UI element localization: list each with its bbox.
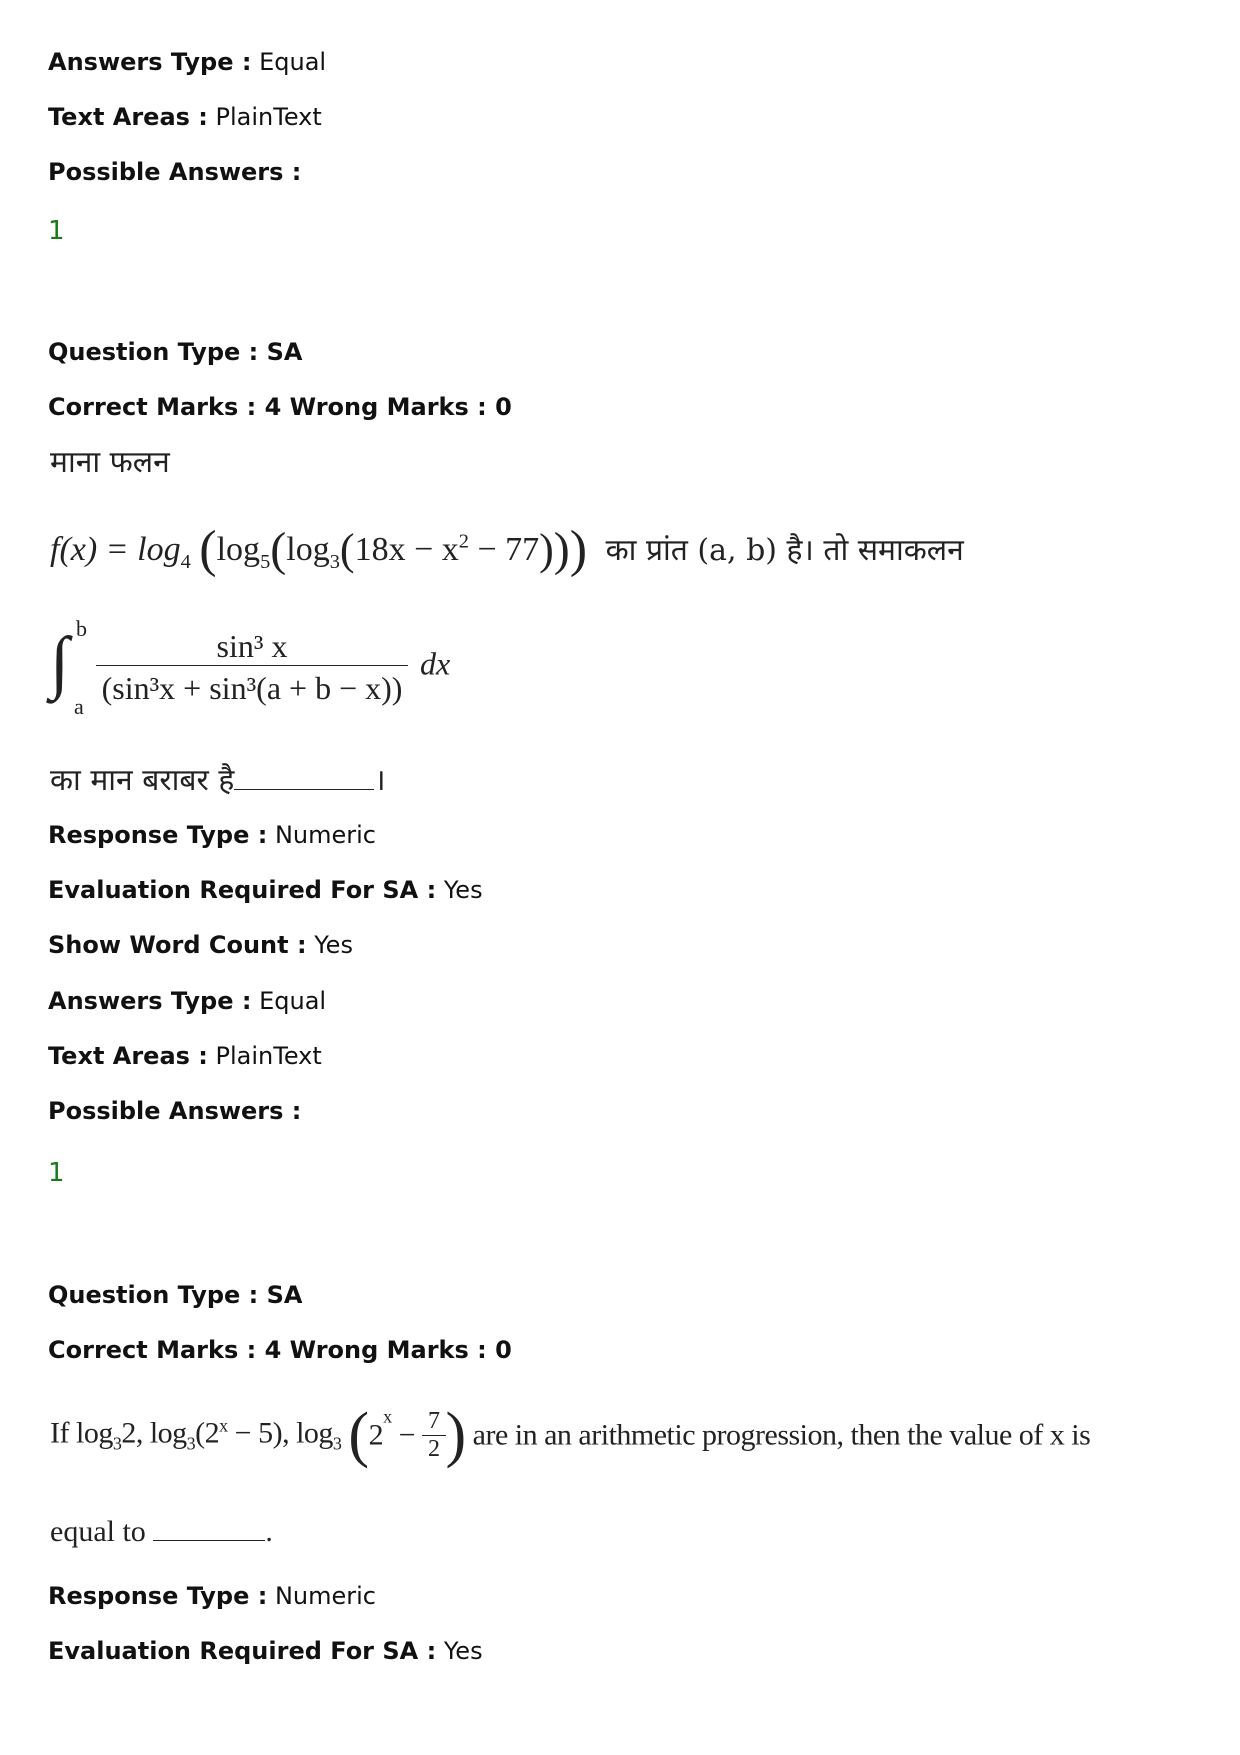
response-type-row: [48, 1581, 376, 1611]
question2-line1: If $\log_32$, $\log_3(2^x - 5)$, $\log_3 (2^x$ − $\frac{7}{2}$ ) are in an arithmetic progression, then the value of x is: [50, 1401, 1091, 1469]
q2-fraction: [422, 1408, 446, 1463]
correct-marks-value: 4: [264, 1336, 282, 1364]
evaluation-value: Yes: [443, 876, 483, 904]
log3-text: log: [286, 531, 330, 568]
q2-line2-end: .: [265, 1515, 273, 1548]
evaluation-row: [48, 875, 483, 905]
correct-marks-label: Correct Marks :: [48, 393, 257, 421]
question-text-line3: [50, 758, 386, 799]
possible-answer-value: 1: [48, 216, 65, 246]
log-base-5: 5: [260, 550, 271, 573]
question-function: $f(x) = \log_4 (\log_5(\log_3(18x - x^2 - 77)))$ का प्रांत (a, b) है। तो समाकलन: [50, 521, 964, 578]
dx: dx: [420, 645, 451, 682]
possible-answers-label: Possible Answers :: [48, 1097, 302, 1125]
answer-blank: [234, 789, 374, 790]
question-type-label: Question Type :: [48, 338, 259, 366]
q2-text-part4: − 5), log: [227, 1416, 333, 1450]
q2-frac-num: 7: [422, 1408, 446, 1436]
log-base-3: 3: [329, 550, 340, 573]
q2-exp1: x: [219, 1415, 228, 1436]
inner-expression: 18x − x: [354, 531, 459, 568]
response-type-value: Numeric: [274, 1582, 376, 1610]
answer-blank: [153, 1540, 265, 1541]
integrand-fraction: [92, 628, 412, 707]
wrong-marks-value: 0: [495, 1336, 512, 1364]
response-type-row: [48, 820, 376, 850]
word-count-row: [48, 930, 353, 960]
response-type-value: Numeric: [274, 821, 376, 849]
answers-type-row: [48, 986, 326, 1016]
answers-type-label: Answers Type :: [48, 48, 252, 76]
text-areas-label: Text Areas :: [48, 1042, 208, 1070]
q2-frac-den: 2: [428, 1436, 440, 1462]
marks-row: [48, 392, 512, 422]
text-areas-label: Text Areas :: [48, 103, 208, 131]
marks-row: [48, 1335, 512, 1365]
log5-text: log: [216, 531, 261, 568]
line3-text: का मान बराबर है: [50, 763, 235, 798]
q2-text-part2: 2, log: [121, 1416, 187, 1450]
q2-base1: 3: [112, 1433, 122, 1454]
question-text-line1: माना फलन: [50, 445, 170, 480]
log-base-4: 4: [180, 550, 191, 573]
q2-base3: 3: [332, 1433, 342, 1454]
domain-text: का प्रांत (a, b) है। तो समाकलन: [605, 533, 964, 568]
integral-lower: a: [74, 694, 84, 719]
answers-type-row: [48, 47, 326, 77]
q2-text-part3: (2: [195, 1416, 220, 1450]
response-type-label: Response Type :: [48, 821, 268, 849]
question2-line2: [50, 1515, 273, 1549]
word-count-label: Show Word Count :: [48, 931, 307, 959]
wrong-marks-value: 0: [495, 393, 512, 421]
q2-text-tail: are in an arithmetic progression, then the value of x is: [465, 1418, 1091, 1452]
question-type-value: SA: [266, 338, 303, 366]
possible-answers-label: Possible Answers :: [48, 158, 302, 186]
possible-answers-row: [48, 157, 301, 187]
text-areas-value: PlainText: [215, 1042, 322, 1070]
wrong-marks-label: Wrong Marks :: [289, 393, 487, 421]
evaluation-label: Evaluation Required For SA :: [48, 1637, 437, 1665]
integrand-numerator: sin³ x: [96, 628, 408, 666]
possible-answer-value: 1: [48, 1158, 65, 1188]
answers-type-label: Answers Type :: [48, 987, 252, 1015]
text-areas-row: [48, 1041, 322, 1071]
q2-line2-text: equal to: [50, 1515, 146, 1548]
q2-paren-base: 2: [368, 1418, 384, 1452]
answers-type-value: Equal: [259, 48, 327, 76]
correct-marks-value: 4: [264, 393, 282, 421]
integral-upper: b: [76, 616, 87, 641]
question-type-value: SA: [266, 1281, 303, 1309]
possible-answers-row: [48, 1096, 301, 1126]
evaluation-label: Evaluation Required For SA :: [48, 876, 437, 904]
func-prefix: f(x) = log: [50, 531, 181, 568]
evaluation-value: Yes: [443, 1637, 483, 1665]
text-areas-value: PlainText: [215, 103, 322, 131]
evaluation-row: [48, 1636, 483, 1666]
square-exponent: 2: [458, 530, 469, 553]
integral-sign: ∫ b a: [50, 616, 87, 719]
question-type-row: [48, 1280, 302, 1310]
line3-end: ।: [374, 763, 386, 798]
word-count-value: Yes: [314, 931, 353, 959]
response-type-label: Response Type :: [48, 1582, 268, 1610]
answers-type-value: Equal: [259, 987, 327, 1015]
q2-base2: 3: [186, 1433, 196, 1454]
question-type-row: [48, 337, 302, 367]
wrong-marks-label: Wrong Marks :: [289, 1336, 487, 1364]
text-areas-row: [48, 102, 322, 132]
integrand-denominator: (sin³x + sin³(a + b − x)): [101, 669, 403, 706]
q2-minus: −: [391, 1418, 422, 1452]
question-type-label: Question Type :: [48, 1281, 259, 1309]
correct-marks-label: Correct Marks :: [48, 1336, 257, 1364]
inner-tail: − 77: [468, 531, 540, 568]
q2-text-part1: If log: [50, 1416, 113, 1450]
integral-expression: [50, 616, 451, 719]
q2-exp2: x: [383, 1406, 392, 1427]
